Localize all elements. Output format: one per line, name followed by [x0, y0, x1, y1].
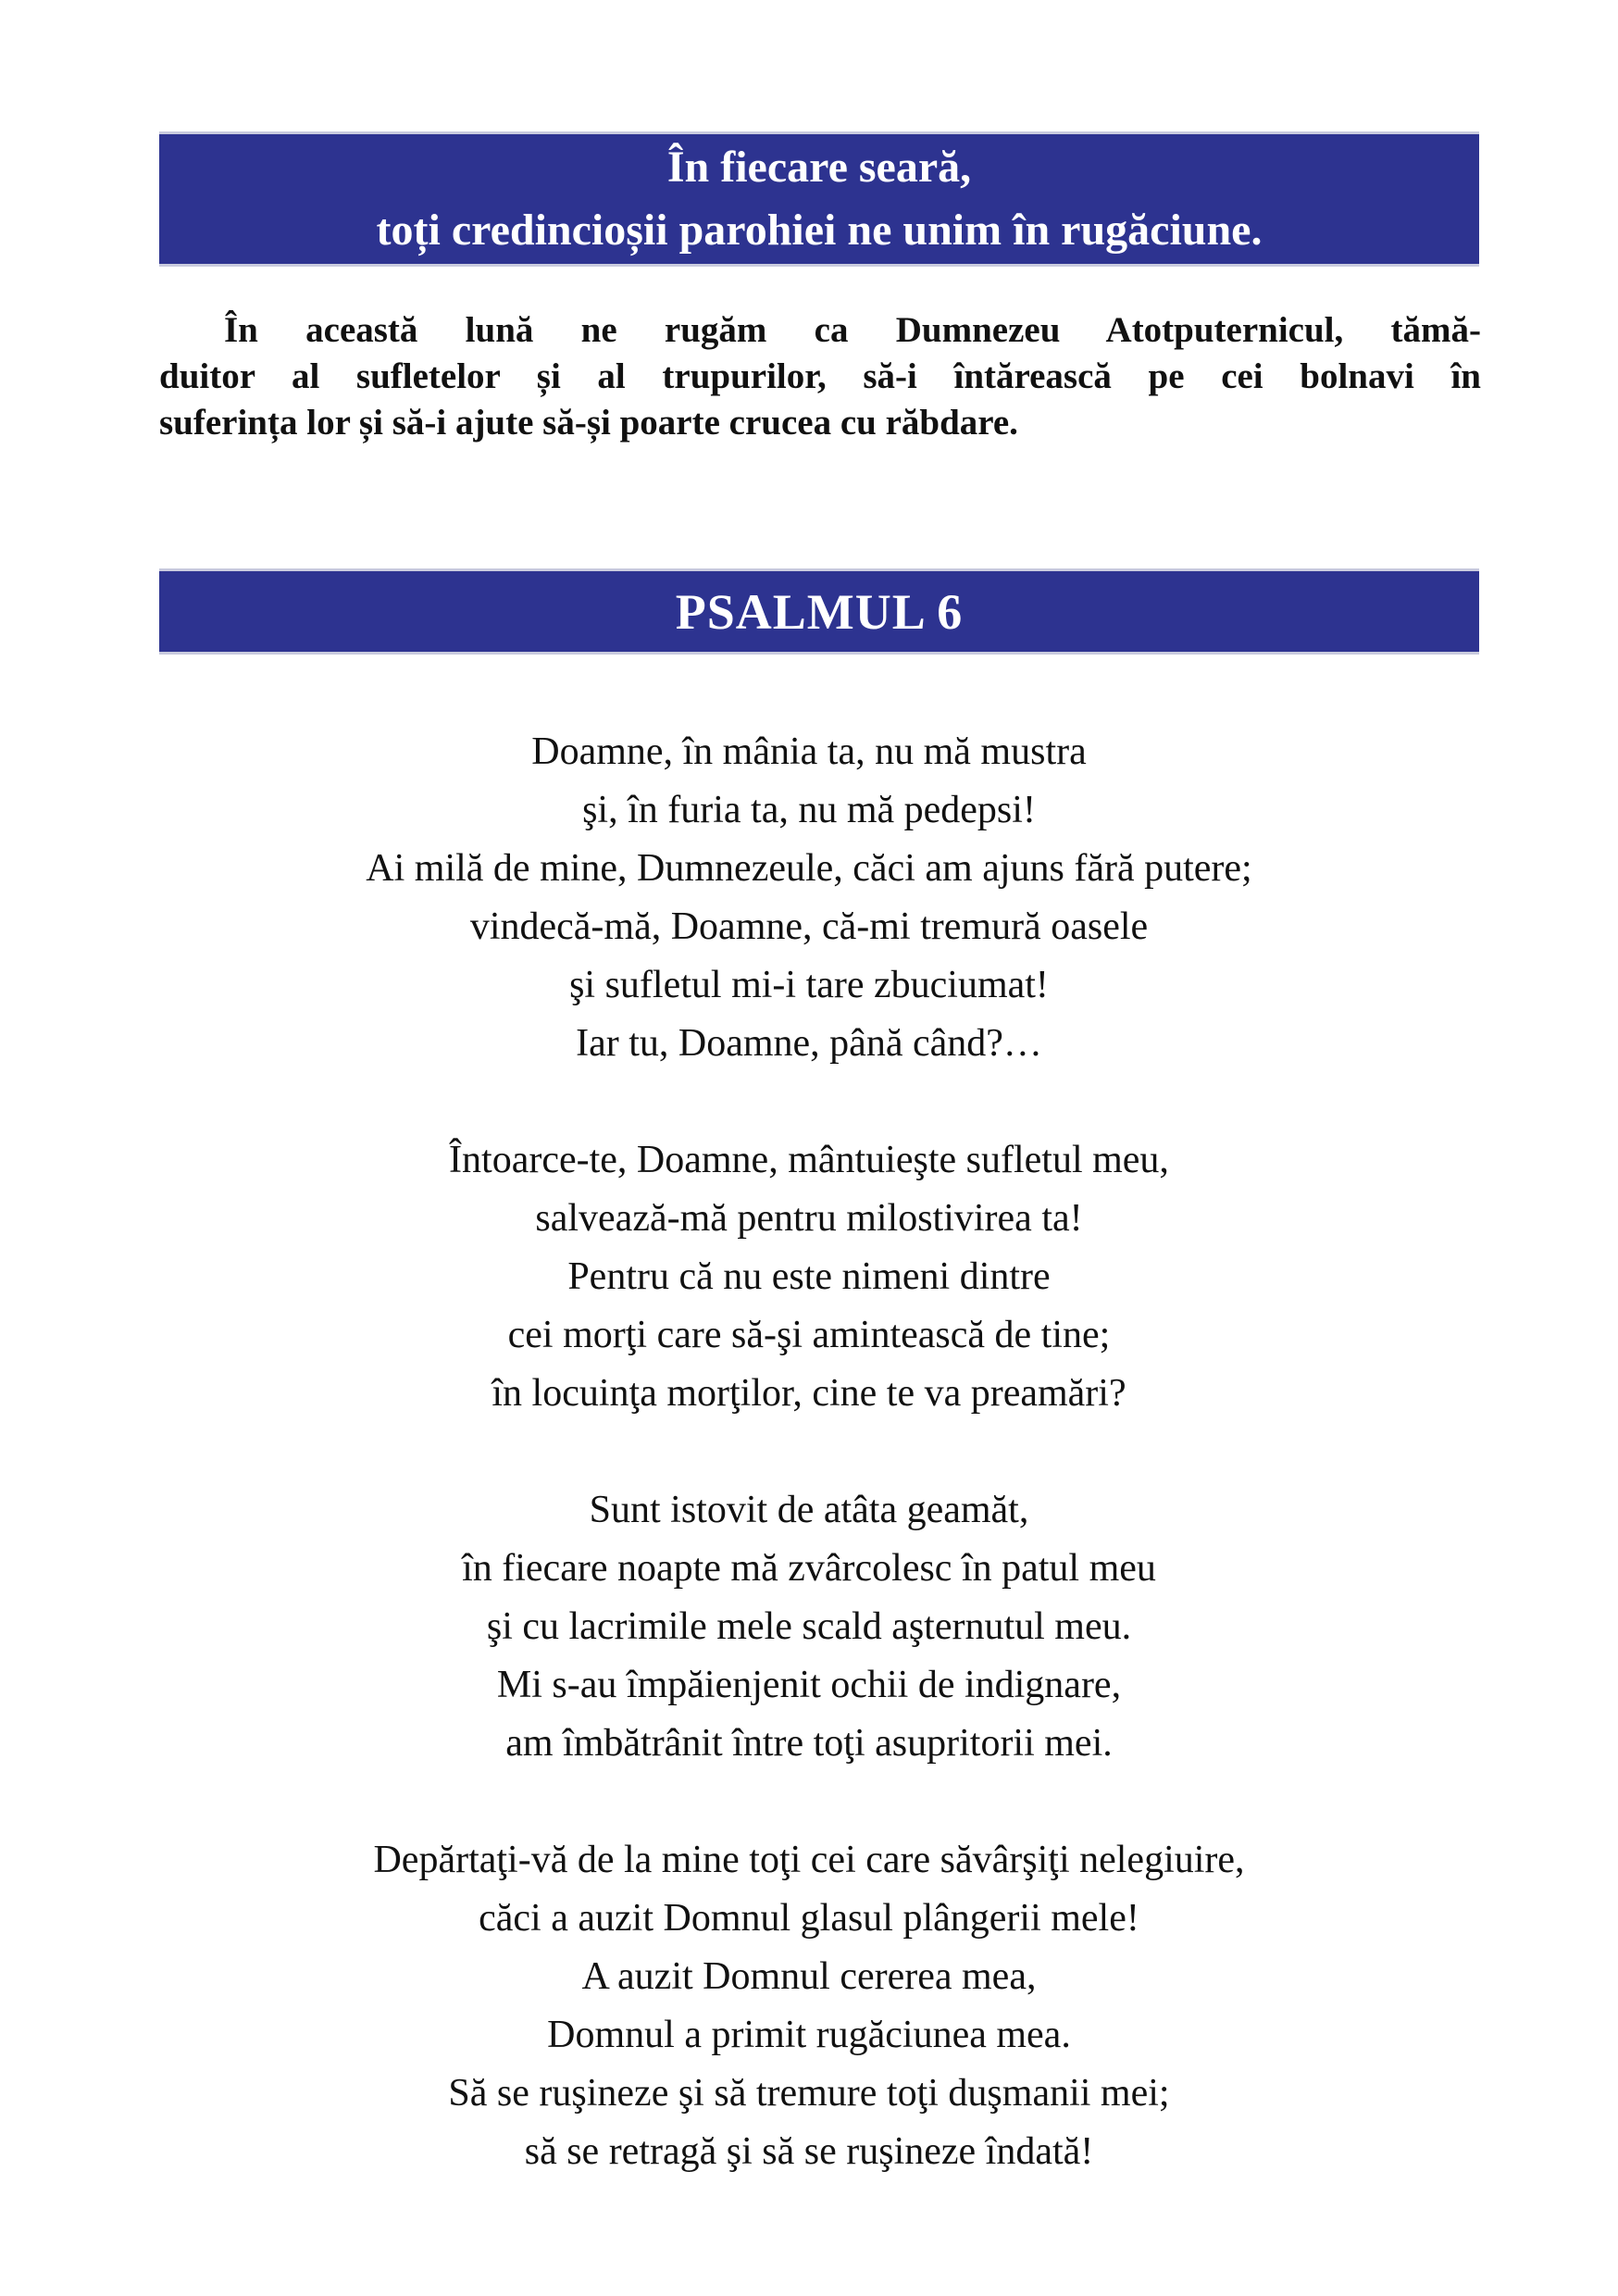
psalm-line: A auzit Domnul cererea mea, — [581, 1955, 1037, 1998]
psalm-stanza-2 — [139, 1131, 1479, 1423]
intro-line-1: În această lună ne rugăm ca Dumnezeu Atotputernicul, tămă- — [224, 310, 1481, 350]
psalm-line: şi cu lacrimile mele scald aşternutul meu. — [486, 1605, 1132, 1648]
psalm-stanza-1 — [139, 723, 1479, 1073]
psalm-line: Mi s-au împăienjenit ochii de indignare, — [496, 1664, 1122, 1706]
psalm-line: în fiecare noapte mă zvârcolesc în patul meu — [462, 1547, 1156, 1590]
psalm-line: am îmbătrânit între toţi asupritorii mei. — [505, 1722, 1113, 1765]
psalm-line: în locuinţa morţilor, cine te va preamări? — [492, 1372, 1126, 1415]
psalm-title-banner — [159, 568, 1479, 655]
evening-prayer-banner — [159, 131, 1479, 267]
psalm-line: şi sufletul mi-i tare zbuciumat! — [569, 964, 1049, 1006]
psalm-line: Ai milă de mine, Dumnezeule, căci am ajuns fără putere; — [366, 847, 1252, 890]
psalm-line: vindecă-mă, Doamne, că-mi tremură oasele — [469, 905, 1149, 948]
psalm-stanza-3 — [139, 1481, 1479, 1773]
psalm-line: salvează-mă pentru milostivirea ta! — [535, 1197, 1083, 1240]
psalm-line: Iar tu, Doamne, până când?… — [576, 1022, 1042, 1065]
evening-banner-line-1: În fiecare seară, — [666, 143, 972, 192]
psalm-line: Depărtaţi-vă de la mine toţi cei care săvârşiţi nelegiuire, — [373, 1839, 1245, 1881]
intro-line-2: duitor al sufletelor și al trupurilor, să-i întărească pe cei bolnavi în — [159, 356, 1481, 396]
psalm-line: Întoarce-te, Doamne, mântuieşte sufletul meu, — [449, 1139, 1169, 1181]
psalm-line: Sunt istovit de atâta geamăt, — [589, 1489, 1029, 1531]
monthly-intention-paragraph — [159, 307, 1481, 446]
psalm-title: PSALMUL 6 — [675, 583, 964, 640]
psalm-line: Domnul a primit rugăciunea mea. — [547, 2014, 1071, 2056]
psalm-line: să se retragă şi să se ruşineze îndată! — [524, 2130, 1094, 2173]
psalm-line: cei morţi care să-şi amintească de tine; — [507, 1314, 1111, 1356]
psalm-text — [139, 723, 1479, 2181]
psalm-line: căci a auzit Domnul glasul plângerii mele! — [479, 1897, 1139, 1940]
psalm-line: Doamne, în mânia ta, nu mă mustra — [531, 730, 1087, 773]
evening-banner-line-2: toți credincioșii parohiei ne unim în rugăciune. — [376, 206, 1263, 255]
psalm-line: şi, în furia ta, nu mă pedepsi! — [582, 789, 1036, 831]
psalm-line: Să se ruşineze şi să tremure toţi duşmanii mei; — [448, 2072, 1170, 2115]
psalm-stanza-4 — [139, 1831, 1479, 2181]
intro-line-3: suferința lor și să-i ajute să-și poarte crucea cu răbdare. — [159, 403, 1018, 443]
psalm-line: Pentru că nu este nimeni dintre — [567, 1255, 1051, 1298]
